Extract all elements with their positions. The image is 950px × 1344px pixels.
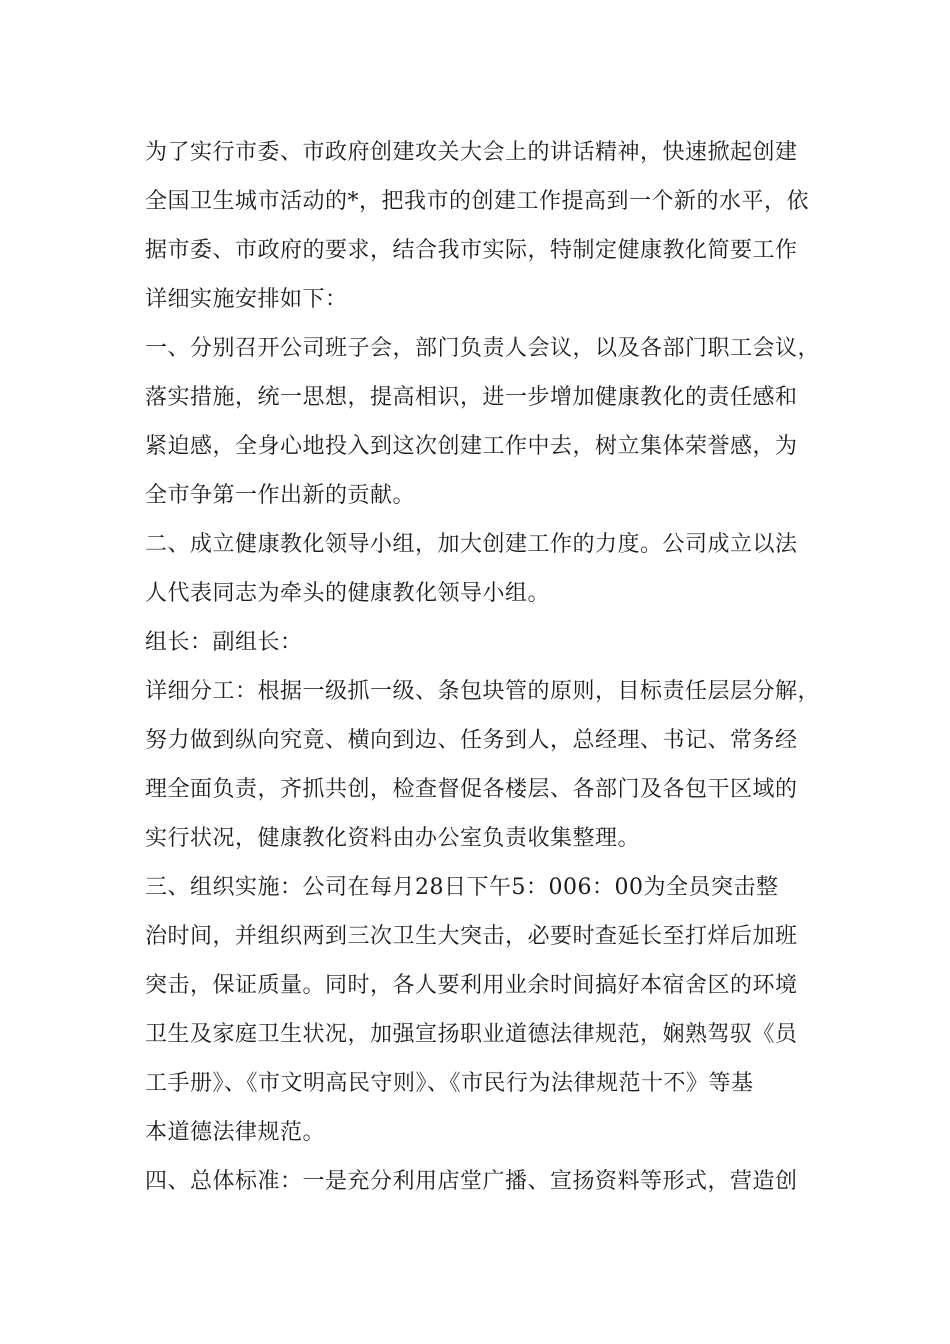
text-line: 努力做到纵向究竟、横向到边、任务到人，总经理、书记、常务经 bbox=[145, 728, 798, 753]
text-line: 紧迫感，全身心地投入到这次创建工作中去，树立集体荣誉感，为 bbox=[145, 434, 798, 459]
text-line: 治时间，并组织两到三次卫生大突击，必要时查延长至打烊后加班 bbox=[145, 924, 798, 949]
text-line: 工手册》、《市文明高民守则》、《市民行为法律规范十不》等基 bbox=[145, 1071, 754, 1096]
text-line: 据市委、市政府的要求，结合我市实际，特制定健康教化简要工作 bbox=[145, 238, 798, 263]
text-line: 实行状况，健康教化资料由办公室负责收集整理。 bbox=[145, 826, 641, 851]
text-line: 一、分别召开公司班子会，部门负责人会议，以及各部门职工会议， bbox=[145, 336, 821, 361]
text-line: 二、成立健康教化领导小组，加大创建工作的力度。公司成立以法 bbox=[145, 532, 798, 557]
text-line: 详细实施安排如下： bbox=[145, 287, 348, 312]
text-line: 人代表同志为牵头的健康教化领导小组。 bbox=[145, 581, 551, 606]
text-line: 四、总体标准：一是充分利用店堂广播、宣扬资料等形式，营造创 bbox=[145, 1169, 798, 1194]
text-line: 详细分工：根据一级抓一级、条包块管的原则，目标责任层层分解， bbox=[145, 679, 821, 704]
text-line: 组长：副组长： bbox=[145, 630, 303, 655]
document-body bbox=[145, 128, 845, 1206]
text-line: 全市争第一作出新的贡献。 bbox=[145, 483, 416, 508]
text-line: 卫生及家庭卫生状况，加强宣扬职业道德法律规范，娴熟驾驭《员 bbox=[145, 1022, 798, 1047]
text-line: 落实措施，统一思想，提高相识，进一步增加健康教化的责任感和 bbox=[145, 385, 798, 410]
text-line: 本道德法律规范。 bbox=[145, 1120, 326, 1145]
text-line: 理全面负责，齐抓共创，检查督促各楼层、各部门及各包干区域的 bbox=[145, 777, 798, 802]
text-line: 全国卫生城市活动的*，把我市的创建工作提高到一个新的水平，依 bbox=[145, 189, 810, 214]
text-line: 三、组织实施：公司在每月28日下午5：006：00为全员突击整 bbox=[145, 875, 779, 900]
text-line: 为了实行市委、市政府创建攻关大会上的讲话精神，快速掀起创建 bbox=[145, 140, 798, 165]
text-line: 突击，保证质量。同时，各人要利用业余时间搞好本宿舍区的环境 bbox=[145, 973, 798, 998]
